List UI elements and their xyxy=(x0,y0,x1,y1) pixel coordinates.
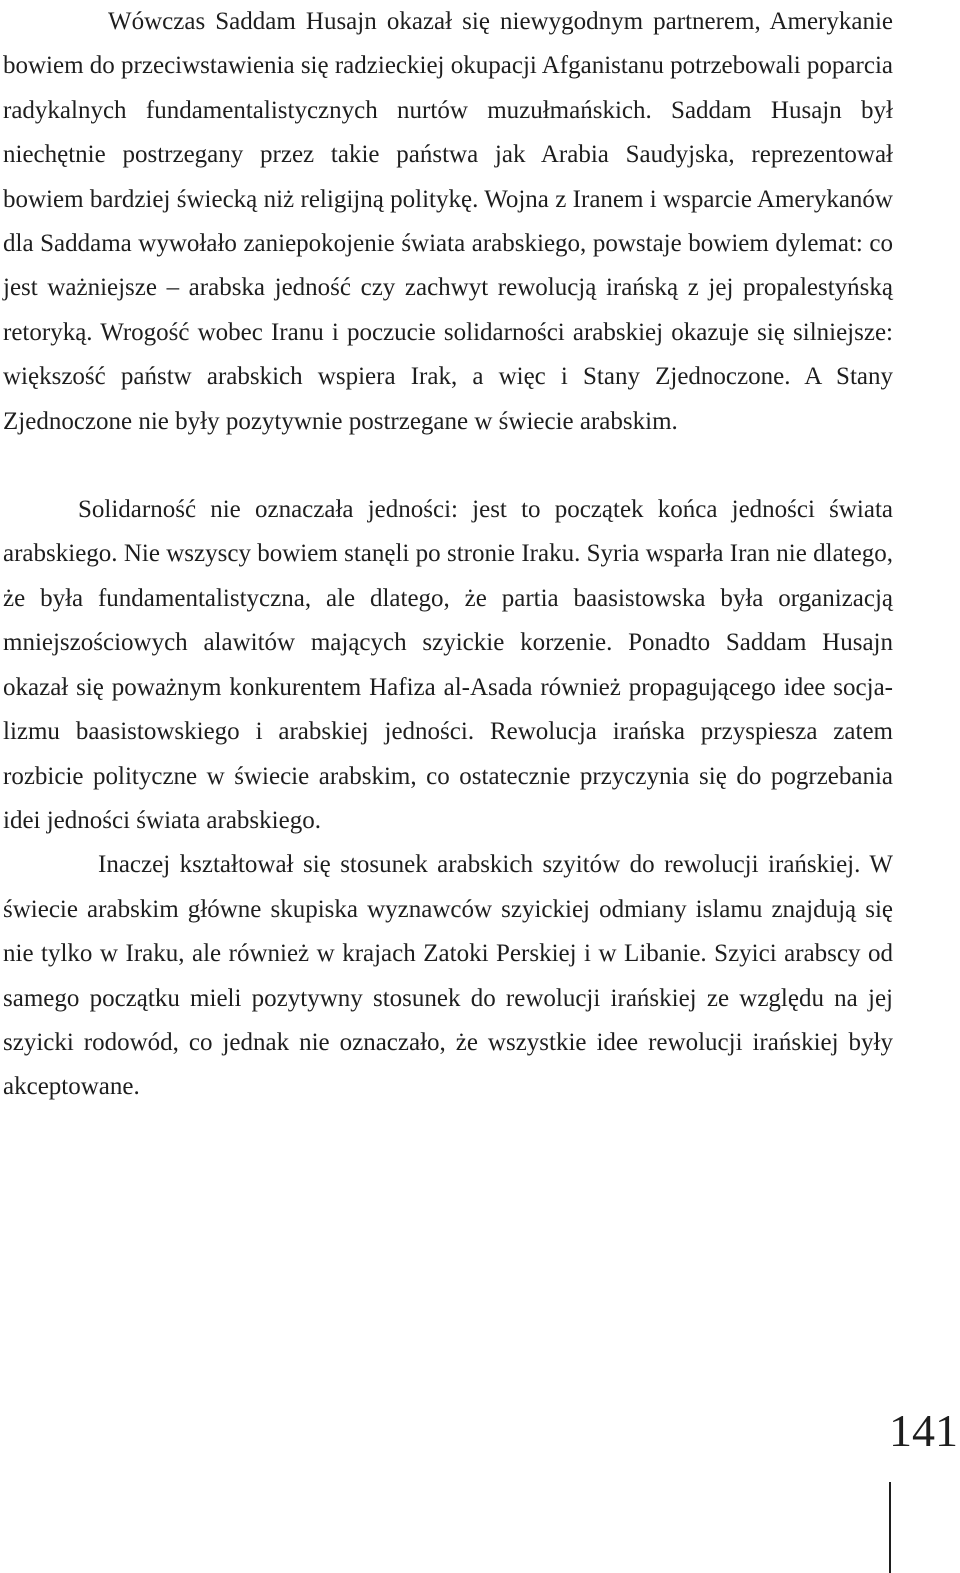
page-body xyxy=(3,0,893,1110)
paragraph-3: Inaczej kształtował się stosunek arabskich szyitów do rewolucji irańskiej. W świecie arabskim główne skupiska wyznawców szyickiej odmiany islamu znajdują się nie tylko w Iraku, ale również w krajach Zatoki Perskiej i w Libanie. Szyici arabscy od samego początku mieli pozytywny stosunek do rewolucji irańskiej ze względu na jej szyicki rodowód, co jednak nie oznaczało, że wszystkie idee rewolucji irańskiej były akceptowane. xyxy=(3,851,893,1101)
page-number: 141 xyxy=(889,1405,958,1456)
paragraph-1: Wówczas Saddam Husajn okazał się niewygodnym partnerem, Amerykanie bowiem do przeciwstawienia się radzieckiej okupacji Afganistanu potrzebowali poparcia radykalnych fundamentalistycznych nurtów muzułmańskich. Saddam Husajn był niechętnie postrzegany przez takie państwa jak Arabia Saudyjska, reprezentował bowiem bardziej świecką niż religijną politykę. Wojna z Iranem i wsparcie Amerykanów dla Saddama wywołało zaniepokojenie świata arabskiego, powstaje bowiem dylemat: co jest ważniejsze – arabska jedność czy zachwyt rewolucją irańską z jej propalestyńską retoryką. Wrogość wobec Iranu i poczucie solidarności arabskiej okazuje się silniejsze: większość państw arabskich wspiera Irak, a więc i Stany Zjednoczone. A Stany Zjednoczone nie były pozytywnie postrzegane w świecie arabskim. xyxy=(3,8,893,435)
page-number-rule xyxy=(889,1482,891,1573)
paragraph-2: Solidarność nie oznaczała jedności: jest to początek końca jedności świata arabskiego. Nie wszyscy bowiem stanęli po stronie Iraku. Syria wsparła Iran nie dlatego, że była fundamentalistyczna, ale dlatego, że partia baasistowska była organizacją mniejszościowych alawitów mających szyickie korzenie. Ponadto Saddam Husajn okazał się poważnym konkurentem Hafiza al-Asada również propagującego idee socjalizmu baasistowskiego i arabskiej jedności. Rewolucja irańska przyspiesza zatem rozbicie polityczne w świecie arabskim, co ostatecznie przyczynia się do pogrzebania idei jedności świata arabskiego. xyxy=(3,496,893,834)
